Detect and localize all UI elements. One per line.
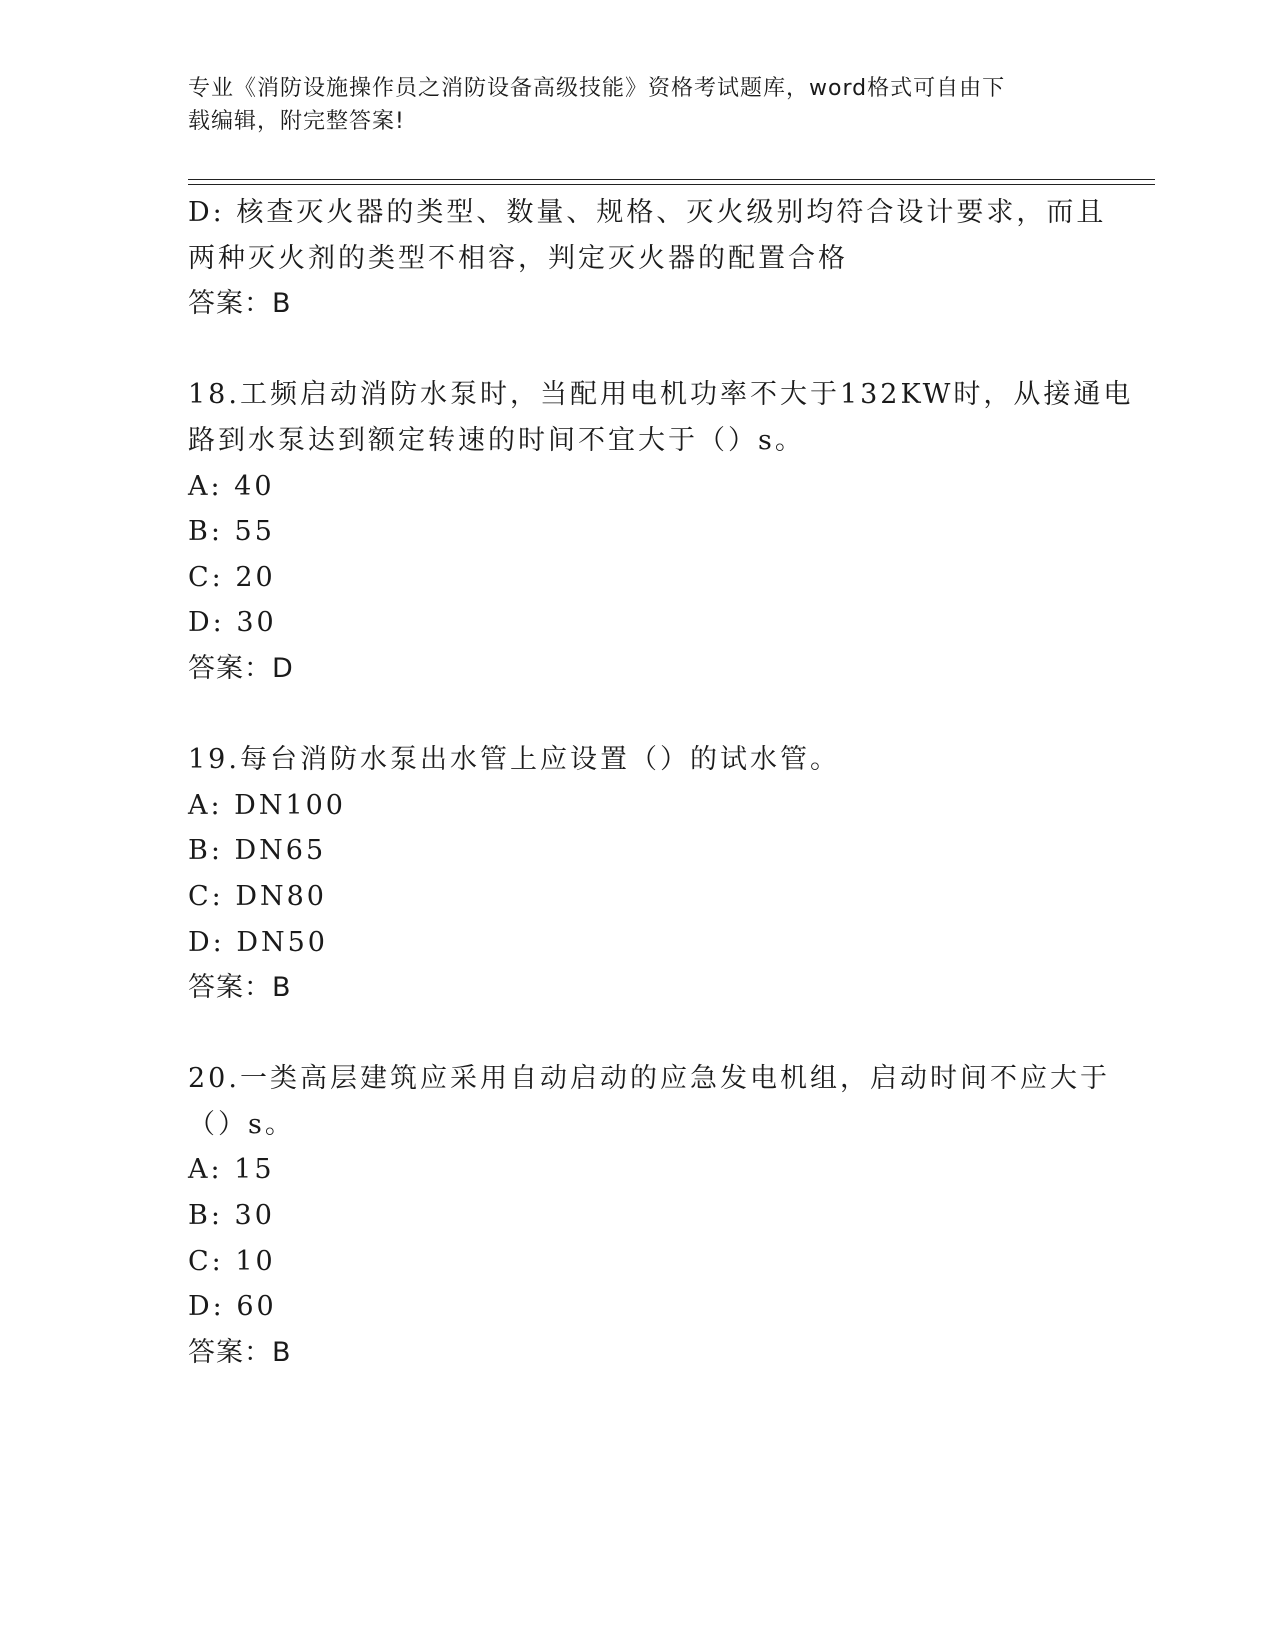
option-b: B: DN65 xyxy=(188,835,327,867)
question-stem-line-1: 18.工频启动消防水泵时，当配用电机功率不大于132KW时，从接通电 xyxy=(188,379,1134,411)
spacer xyxy=(188,327,1088,373)
option-a: A: DN100 xyxy=(188,789,346,821)
spacer xyxy=(188,1011,1088,1057)
option-d-line-1: D: 核查灭火器的类型、数量、规格、灭火级别均符合设计要求，而且 xyxy=(188,197,1107,228)
option-d: D: 60 xyxy=(188,1291,277,1323)
question-stem-line-2: 路到水泵达到额定转速的时间不宜大于（）s。 xyxy=(188,424,805,456)
question-20 xyxy=(188,1056,1110,1375)
answer-label: 答案：B xyxy=(188,1336,292,1368)
document-header xyxy=(188,72,1078,138)
question-stem-line-1: 20.一类高层建筑应采用自动启动的应急发电机组，启动时间不应大于 xyxy=(188,1063,1110,1095)
option-c: C: 20 xyxy=(188,561,276,593)
option-b: B: 55 xyxy=(188,516,275,548)
option-c: C: DN80 xyxy=(188,880,327,912)
question-stem-line-1: 19.每台消防水泵出水管上应设置（）的试水管。 xyxy=(188,744,840,776)
option-d: D: 30 xyxy=(188,607,277,639)
option-c: C: 10 xyxy=(188,1245,276,1277)
option-a: A: 15 xyxy=(188,1154,275,1186)
question-19 xyxy=(188,737,1088,1011)
header-line-2: 载编辑，附完整答案! xyxy=(188,109,405,134)
option-d-line-2: 两种灭火剂的类型不相容，判定灭火器的配置合格 xyxy=(188,242,848,274)
header-line-1: 专业《消防设施操作员之消防设备高级技能》资格考试题库，word格式可自由下 xyxy=(188,76,1006,101)
option-d: D: DN50 xyxy=(188,926,328,958)
answer-label: 答案：D xyxy=(188,652,294,684)
header-divider-bottom xyxy=(188,184,1155,185)
question-17-tail xyxy=(188,190,1107,327)
option-b: B: 30 xyxy=(188,1200,275,1232)
option-a: A: 40 xyxy=(188,470,275,502)
question-18 xyxy=(188,372,1134,691)
header-divider-top xyxy=(188,179,1155,180)
question-list xyxy=(188,190,1134,1375)
spacer xyxy=(188,692,1088,738)
answer-label: 答案：B xyxy=(188,972,292,1004)
question-stem-line-2: （）s。 xyxy=(188,1108,295,1140)
answer-label: 答案：B xyxy=(188,288,292,320)
